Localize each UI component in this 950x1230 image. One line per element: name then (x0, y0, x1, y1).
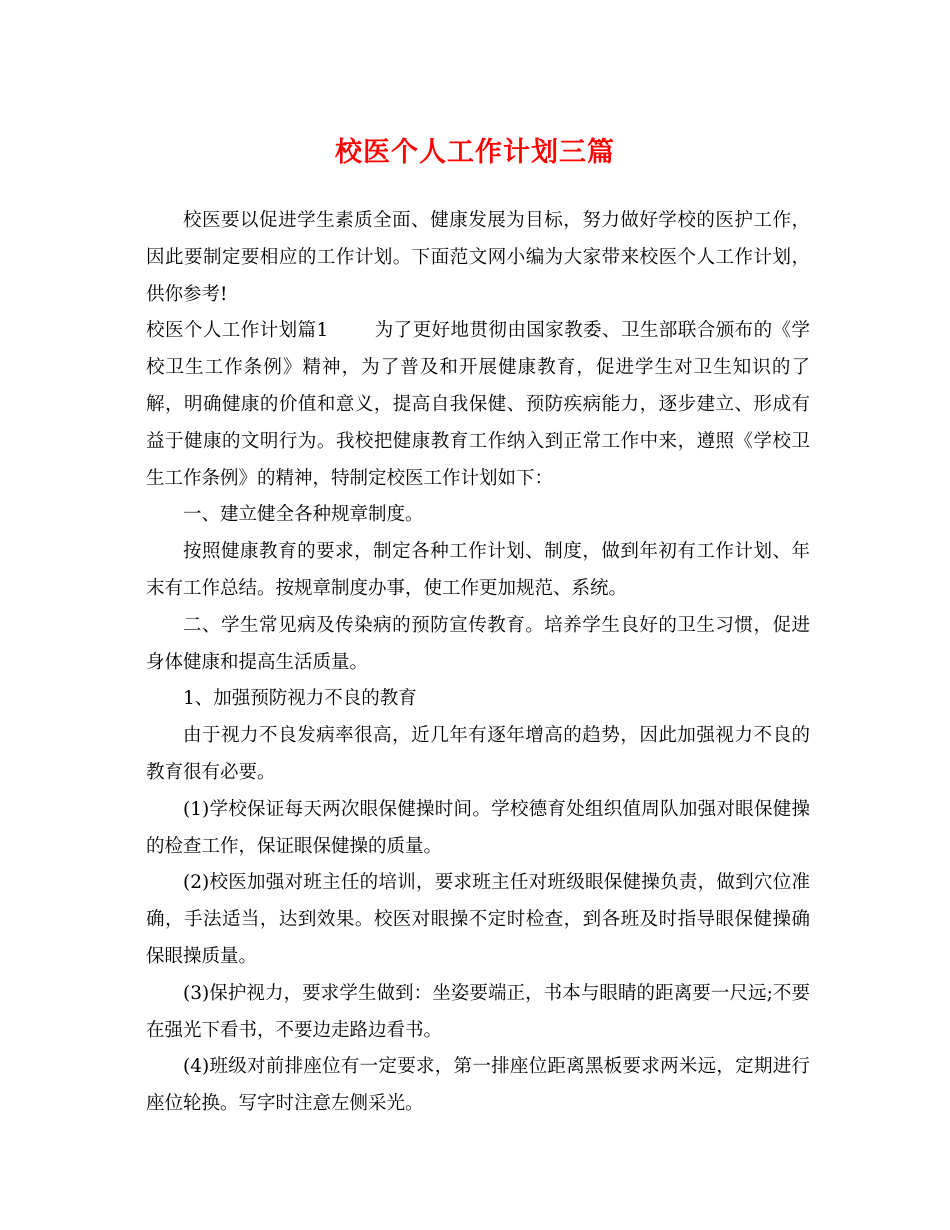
list-item: (3)保护视力，要求学生做到：坐姿要端正，书本与眼睛的距离要一尺远;不要在强光下看书，不要边走路边看书。 (146, 982, 810, 1041)
intro-paragraph: 校医要以促进学生素质全面、健康发展为目标，努力做好学校的医护工作，因此要制定要相应的工作计划。下面范文网小编为大家带来校医个人工作计划，供你参考! (146, 210, 810, 305)
list-item: (1)学校保证每天两次眼保健操时间。学校德育处组织值周队加强对眼保健操的检查工作，保证眼保健操的质量。 (146, 798, 810, 857)
subheading-1: 1、加强预防视力不良的教育 (183, 688, 417, 710)
list-item: (4)班级对前排座位有一定要求，第一排座位距离黑板要求两米远，定期进行座位轮换。写字时注意左侧采光。 (146, 1056, 810, 1115)
part1-text: 为了更好地贯彻由国家教委、卫生部联合颁布的《学校卫生工作条例》精神，为了普及和开展健康教育，促进学生对卫生知识的了解，明确健康的价值和意义，提高自我保健、预防疾病能力，逐步建立、形成有益于健康的文明行为。我校把健康教育工作纳入到正常工作中来，遵照《学校卫生工作条例》的精神，特制定校医工作计划如下： (146, 320, 810, 489)
part1-heading: 校医个人工作计划篇1 (146, 320, 329, 342)
section-heading-2: 二、学生常见病及传染病的预防宣传教育。培养学生良好的卫生习惯，促进身体健康和提高生活质量。 (146, 614, 810, 673)
list-item: (2)校医加强对班主任的培训，要求班主任对班级眼保健操负责，做到穴位准确，手法适当，达到效果。校医对眼操不定时检查，到各班及时指导眼保健操确保眼操质量。 (146, 872, 810, 967)
body-paragraph: 由于视力不良发病率很高，近几年有逐年增高的趋势，因此加强视力不良的教育很有必要。 (146, 725, 810, 783)
document-title: 校医个人工作计划三篇 (335, 137, 615, 168)
body-paragraph: 按照健康教育的要求，制定各种工作计划、制度，做到年初有工作计划、年末有工作总结。按规章制度办事，使工作更加规范、系统。 (146, 541, 810, 599)
document-body (146, 203, 810, 1123)
section-heading-1: 一、建立健全各种规章制度。 (183, 504, 424, 526)
part1-paragraph (146, 313, 810, 497)
